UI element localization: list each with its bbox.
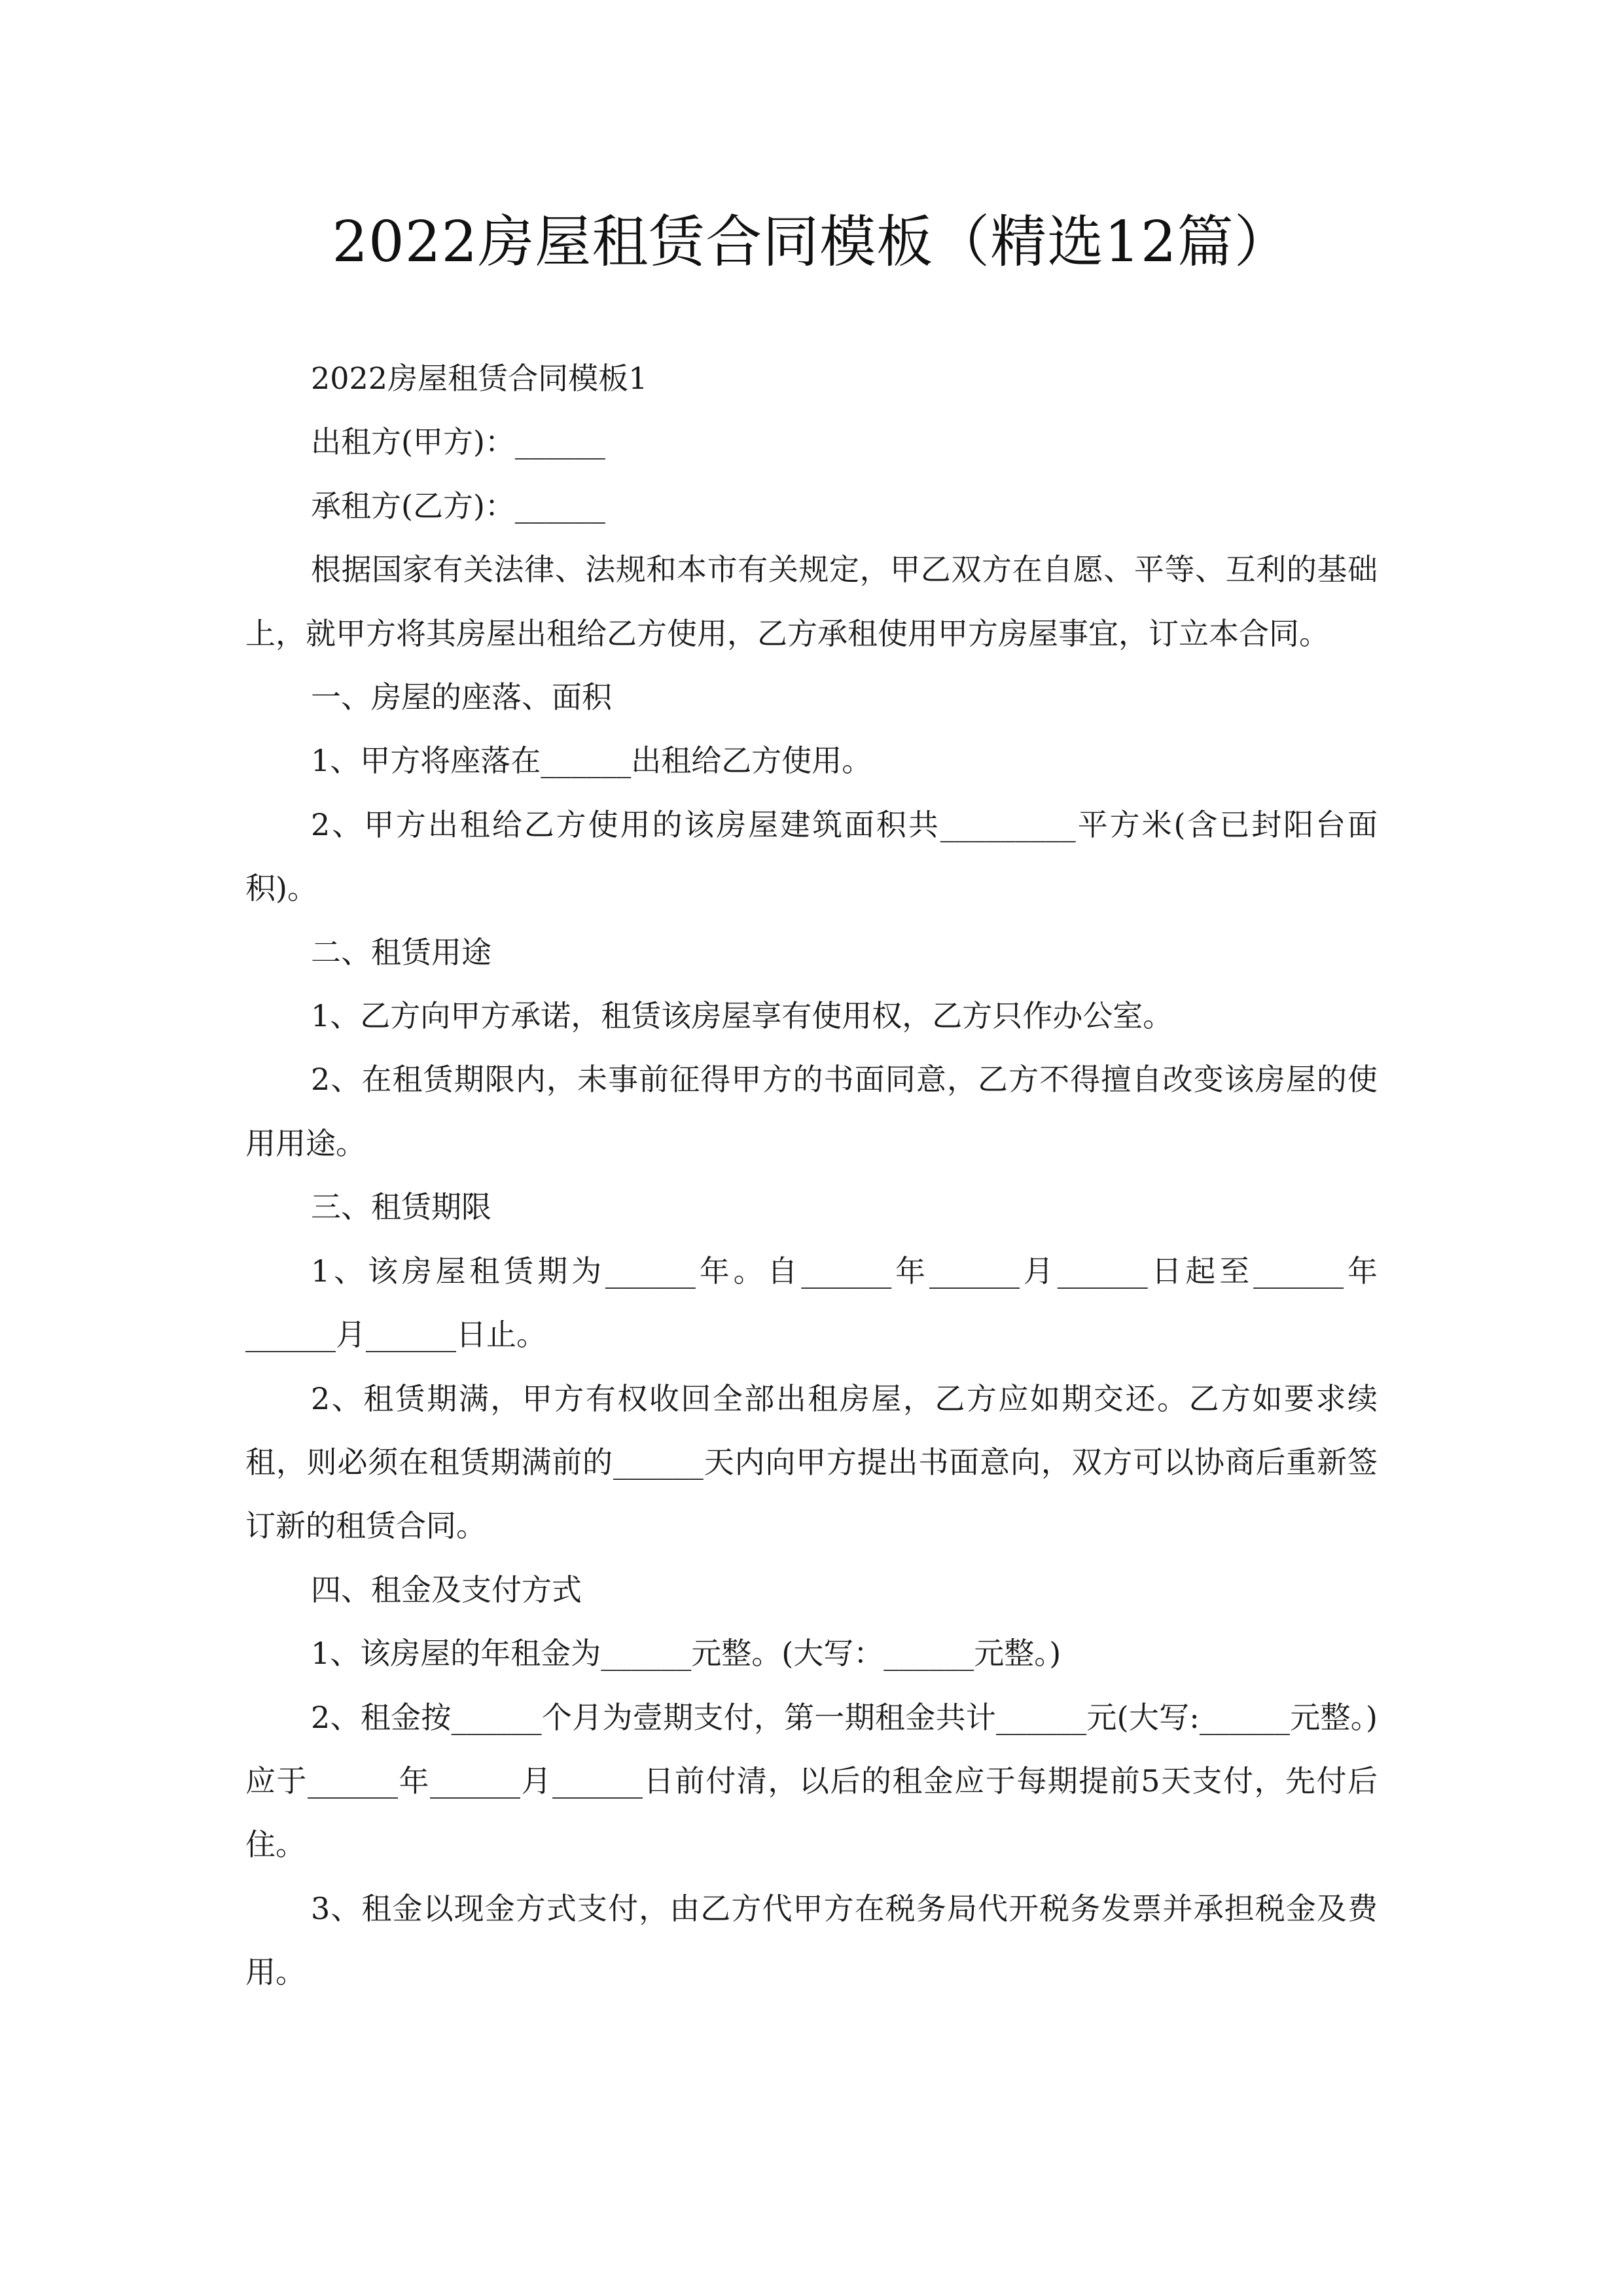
lessee-field: 承租方(乙方)：______ (311, 488, 605, 524)
clause-heading: 二、租赁用途 (311, 934, 491, 970)
paragraph: 1、乙方向甲方承诺，租赁该房屋享有使用权，乙方只作办公室。 (311, 998, 1173, 1034)
clause-heading: 一、房屋的座落、面积 (311, 679, 612, 715)
paragraph: 2、租赁期满，甲方有权收回全部出租房屋，乙方应如期交还。乙方如要求续租，则必须在租赁期满前的______天内向甲方提出书面意向，双方可以协商后重新签订新的租赁合同。 (245, 1380, 1378, 1544)
paragraph: 3、租金以现金方式支付，由乙方代甲方在税务局代开税务发票并承担税金及费用。 (245, 1890, 1378, 1990)
paragraph: 2、租金按______个月为壹期支付，第一期租金共计______元(大写:______元整。)应于______年______月______日前付清，以后的租金应于每期提前5天支付，先付后住。 (245, 1699, 1378, 1863)
paragraph: 1、甲方将座落在______出租给乙方使用。 (311, 743, 872, 779)
paragraph: 2、在租赁期限内，未事前征得甲方的书面同意，乙方不得擅自改变该房屋的使用用途。 (245, 1062, 1378, 1161)
lessor-field: 出租方(甲方)：______ (311, 424, 605, 460)
paragraph-preamble: 根据国家有关法律、法规和本市有关规定，甲乙双方在自愿、平等、互利的基础上，就甲方将其房屋出租给乙方使用，乙方承租使用甲方房屋事宜，订立本合同。 (245, 552, 1378, 651)
paragraph: 1、该房屋租赁期为______年。自______年______月______日起至______年______月______日止。 (245, 1253, 1378, 1353)
paragraph: 2、甲方出租给乙方使用的该房屋建筑面积共_________平方米(含已封阳台面积)。 (245, 806, 1378, 906)
paragraph: 1、该房屋的年租金为______元整。(大写：______元整。) (311, 1636, 1061, 1672)
clause-heading: 三、租赁期限 (311, 1189, 491, 1225)
clause-heading: 四、租金及支付方式 (311, 1571, 582, 1607)
document-body (245, 347, 1378, 2005)
section-heading: 2022房屋租赁合同模板1 (311, 361, 648, 396)
document-title: 2022房屋租赁合同模板（精选12篇） (332, 209, 1291, 275)
